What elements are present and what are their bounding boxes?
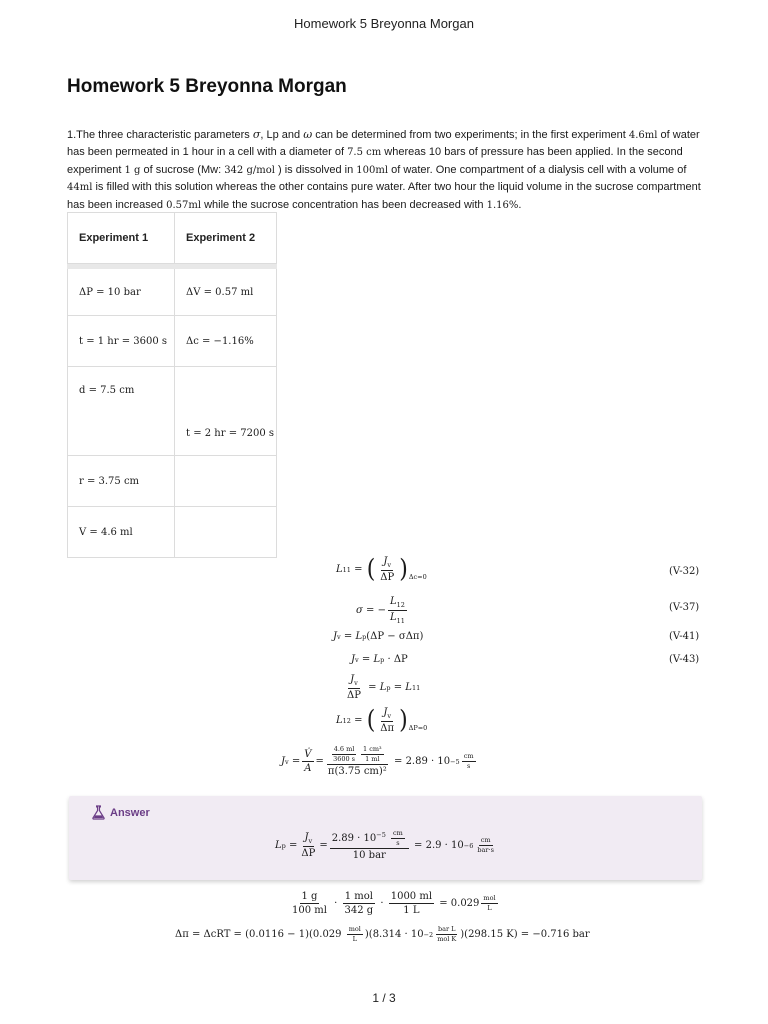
table-cell: d = 7.5 cm [68,367,175,456]
equation-v32: L 11 = ( $\frac{J_v}{\Delta P}$ ) $_{\Delta c=0}$ [336,554,427,584]
equation-l12: L 12 = ( $\frac{J_v}{\Delta\pi}$ ) $_{\Delta P=0}$ [336,705,428,735]
equation-number: (V-43) [669,654,700,665]
equation-number: (V-41) [669,631,700,642]
problem-statement: 1.The three characteristic parameters σ, Lp and ω can be determined from two experiments; in the first experiment 4.6ml of water has been permeated in 1 hour in a cell with a diameter of 7.5 cm whereas 10 bars of pressure has been applied. In the second experiment 1 g of sucrose (Mw: 342 g/mol ) is dissolved in 100ml of water. One compartment of a dialysis cell with a volume of 44ml is filled with this solution whereas the other contains pure water. After two hour the liquid volume in the sucrose compartment has been increased 0.57ml while the sucrose concentration has been decreased with 1.16%. [67,128,701,211]
table-row [68,269,277,316]
equation-osmotic-pressure: Δπ = ΔcRT = (0.0116 − 1)(0.029 $\frac{\text{mol}}{L}$ )(8.314 · 10 −2 $\frac{\text{bar L}}{\text{mol K}}$ )(298.15 K) = −0.716 bar [175,925,590,944]
equation-jv-calc: J v = $\frac{V̇}{A}$ = $\frac{4.6 ml}{3600 s}$ $\frac{\text{1 cm³}}{1 ml}$ π(3.75 cm)² = 2.89 · 10 −5 $\frac{cm}{s}$ [281,745,474,778]
equation-lp-l11: $\frac{J_v}{\Delta P}$ = L p = L 11 [347,674,421,702]
equation-v43: J v = L p · ΔP [351,654,408,665]
table-cell: t = 2 hr = 7200 s [175,367,277,456]
column-header-experiment-1: Experiment 1 [68,213,175,264]
running-header: Homework 5 Breyonna Morgan [294,16,474,31]
table-cell: Δc = −1.16% [175,316,277,367]
column-header-experiment-2: Experiment 2 [175,213,277,264]
table-cell: r = 3.75 cm [68,456,175,507]
equation-number: (V-37) [669,602,700,613]
table-cell: ΔV = 0.57 ml [175,269,277,316]
answer-box [69,796,702,880]
table-cell [175,507,277,558]
table-cell [175,456,277,507]
answer-label: Answer [110,806,150,819]
answer-equation: L p = $\frac{J_v}{\Delta P}$ = $2.89 \cdot 10^{-5}$ $\frac{cm}{s}$ 10 bar = 2.9 · 10 −6 $\frac{cm}{\text{bar·s}}$ [275,829,494,862]
table-row [68,456,277,507]
equation-concentration: $\frac{1 g}{100 ml}$ · $\frac{\text{1 mol}}{342 g}$ · $\frac{1000 ml}{1 L}$ = 0.029 $\frac{\text{mol}}{L}$ [292,891,496,916]
table-row [68,316,277,367]
answer-heading [91,805,150,820]
equation-v37: σ = − $\frac{L_{12}}{L_{11}}$ [356,596,405,626]
table-cell: V = 4.6 ml [68,507,175,558]
equation-v41: J v = L p (ΔP − σΔπ) [333,631,424,642]
page-number: 1 / 3 [372,991,396,1005]
page-title: Homework 5 Breyonna Morgan [67,76,347,97]
flask-icon [91,805,106,820]
table-row [68,367,277,456]
table-cell: t = 1 hr = 3600 s [68,316,175,367]
table-row [68,507,277,558]
equation-number: (V-32) [669,566,700,577]
table-cell: ΔP = 10 bar [68,269,175,316]
experiments-table [67,212,277,558]
